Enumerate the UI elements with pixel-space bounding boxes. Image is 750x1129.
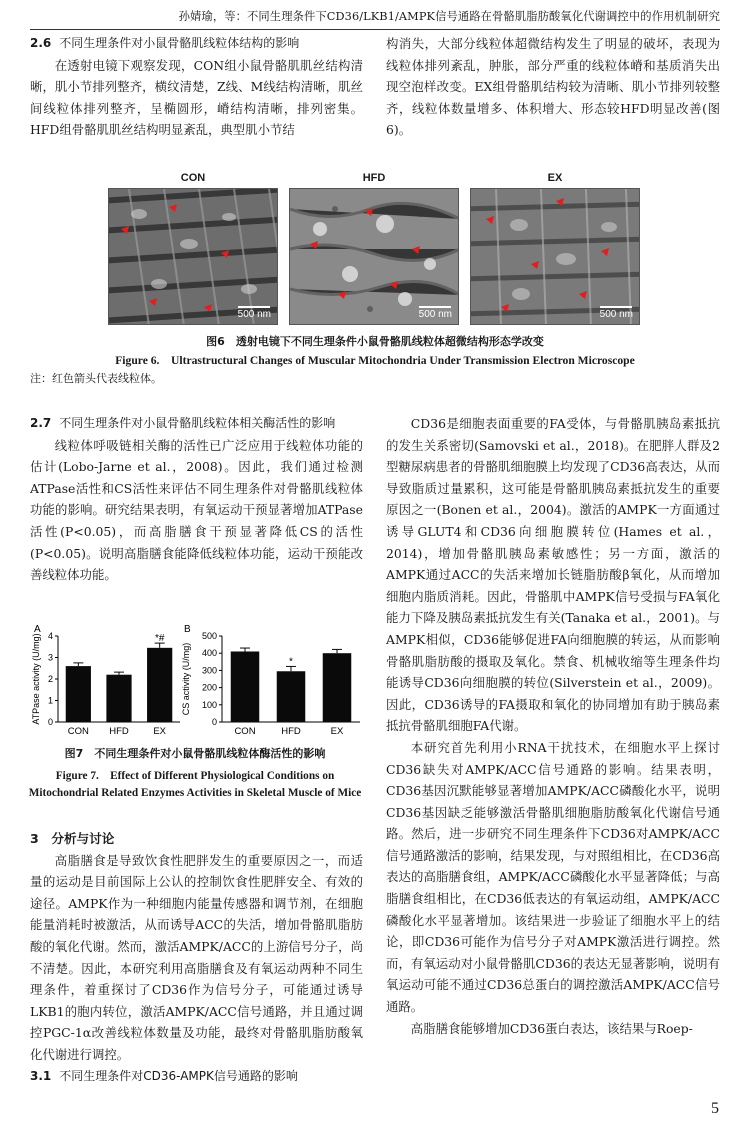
tem-image-hfd [289, 188, 459, 325]
left-column-middle [30, 413, 363, 586]
y-tick-label: 1 [47, 695, 53, 706]
right-column-bottom [386, 413, 720, 1039]
right-column-top [386, 33, 720, 141]
paragraph: 线粒体呼吸链相关酶的活性已广泛应用于线粒体功能的估计(Lobo-Jarne et al.，2008)。因此，我们通过检测ATPase活性和CS活性来评估不同生理条件对骨骼肌线粒体功能的影响。研究结果表明，有氧运动干预显著增加ATPase活性(P<0.05)，而高脂膳食干预显著降低CS的活性(P<0.05)。说明高脂膳食能降低线粒体功能，运动干预能改善线粒体功能。 [30, 437, 363, 583]
y-tick-label: 4 [47, 631, 53, 641]
left-column-bottom [30, 828, 363, 1087]
section-heading-2-7: 2.7 不同生理条件对小鼠骨骼肌线粒体相关酶活性的影响 [30, 416, 336, 430]
figure-7-caption-en-2: Mitochondrial Related Enzymes Activities in Skeletal Muscle of Mice [28, 787, 362, 799]
scale-bar: 500 nm [419, 306, 452, 320]
scale-bar: 500 nm [238, 306, 271, 320]
bar-hfd [106, 675, 131, 722]
figure-7-caption-en-1: Figure 7. Effect of Different Physiological Conditions on [55, 770, 335, 782]
figure-6-note: 注：红色箭头代表线粒体。 [30, 372, 162, 385]
x-tick-label: HFD [109, 726, 129, 737]
paragraph: 在透射电镜下观察发现，CON组小鼠骨骼肌肌丝结构清晰，肌小节排列整齐，横纹清楚，Z线、M线结构清晰，肌丝间线粒体排列整齐，呈椭圆形，嵴结构清晰，排列密集。HFD组骨骼肌肌丝结构明显紊乱，典型肌小节结 [30, 57, 363, 138]
tem-image-ex [470, 188, 640, 325]
section-heading-2-6: 2.6 不同生理条件对小鼠骨骼肌线粒体结构的影响 [30, 36, 300, 50]
scale-bar: 500 nm [600, 306, 633, 320]
y-axis-label: CS activity (U/mg) [181, 642, 191, 716]
bar-ex [323, 653, 352, 722]
panel-letter: A [34, 624, 41, 635]
panel-label-ex: EX [547, 172, 563, 184]
left-column-top [30, 33, 363, 141]
section-heading-3-1: 3.1 不同生理条件对CD36-AMPK信号通路的影响 [30, 1068, 298, 1083]
panel-letter: B [184, 624, 191, 635]
running-header: 孙婧瑜，等：不同生理条件下CD36/LKB1/AMPK信号通路在骨骼肌脂肪酸氧化代谢调控中的作用机制研究 [30, 6, 720, 30]
figure-6-caption-en: Figure 6. Ultrastructural Changes of Muscular Mitochondria Under Transmission Electron Microscope [115, 354, 635, 367]
enzyme-activity-charts [30, 622, 360, 740]
bar-hfd [277, 671, 306, 722]
bar-con [231, 651, 260, 722]
x-tick-label: EX [330, 726, 344, 737]
y-tick-label: 2 [47, 674, 53, 684]
y-tick-label: 400 [201, 648, 217, 659]
paragraph: 本研究首先利用小RNA干扰技术，在细胞水平上探讨CD36缺失对AMPK/ACC信号通路的影响。结果表明，CD36基因沉默能够显著增加AMPK/ACC磷酸化水平，说明CD36基因缺乏能够激活骨骼肌细胞脂肪酸氧化代谢信号通路。然后，进一步研究不同生理条件下CD36对AMPK/ACC信号通路激活的影响，结果发现，与对照组相比，在CD36高表达的高脂膳食组，AMPK/ACC磷酸化水平显著降低；与高脂膳食组相比，在CD36低表达的有氧运动组，AMPK/ACC磷酸化水平显著增加。该结果进一步验证了细胞水平上的结论，即CD36可能作为信号分子对AMPK激活进行调控。然而，有氧运动对小鼠骨骼肌CD36的表达无显著影响，说明有氧运动可能不通过CD36总蛋白的调控激活AMPK/ACC信号通路。 [386, 739, 720, 1015]
y-tick-label: 500 [201, 631, 217, 641]
x-tick-label: HFD [281, 726, 301, 737]
figure-6 [108, 172, 640, 325]
section-heading-3: 3 分析与讨论 [30, 831, 115, 846]
panel-label-con: CON [180, 172, 206, 184]
x-tick-label: CON [234, 726, 256, 737]
page-number: 5 [711, 1100, 719, 1117]
panel-label-hfd: HFD [362, 172, 386, 184]
figure-7-caption-cn: 图7 不同生理条件对小鼠骨骼肌线粒体酶活性的影响 [64, 747, 326, 760]
tem-image-con [108, 188, 278, 325]
figure-6-caption-cn: 图6 透射电镜下不同生理条件小鼠骨骼肌线粒体超微结构形态学改变 [206, 335, 544, 348]
y-tick-label: 0 [211, 717, 217, 727]
paragraph: 高脂膳食是导致饮食性肥胖发生的重要原因之一，而适量的运动是目前国际上公认的控制饮食性肥胖安全、有效的途径。AMPK作为一种细胞内能量传感器和调节剂，在细胞能量消耗时被激活，从而诱导ACC的失活，增加骨骼肌脂肪酸的氧化代谢。然而，激活AMPK/ACC的上游信号分子，尚不清楚。因此，本研究利用高脂膳食及有氧运动两种不同生理条件，着重探讨了CD36作为信号分子，可能通过诱导LKB1的胞内转位，激活AMPK/ACC信号通路，并且通过调控PGC-1α改善线粒体数量及功能，最终对骨骼肌脂肪酸氧化代谢进行调控。 [30, 852, 363, 1062]
y-tick-label: 3 [47, 652, 53, 663]
significance-mark: * [289, 656, 293, 668]
paragraph: 构消失，大部分线粒体超微结构发生了明显的破坏，表现为线粒体排列紊乱，肿胀，部分严重的线粒体嵴和基质消失出现空泡样改变。EX组骨骼肌结构较为清晰、肌小节排列较整齐，线粒体数量增多、体积增大、形态较HFD明显改善(图6)。 [386, 36, 720, 138]
x-tick-label: CON [67, 726, 89, 737]
paragraph: CD36是细胞表面重要的FA受体，与骨骼肌胰岛素抵抗的发生关系密切(Samovski et al.，2018)。在肥胖人群及2型糖尿病患者的骨骼肌细胞膜上均发现了CD36高表达，从而导致脂质过量累积，这可能是骨骼肌胰岛素抵抗发生的重要原因之一(Bonen et al.，2004)。激活的AMPK一方面通过诱导GLUT4和CD36向细胞膜转位(Hames et al.，2014)，增加骨骼肌胰岛素敏感性；另一方面，激活的AMPK通过ACC的失活来增加长链脂肪酸β氧化，从而增加细胞内脂质消耗。因此，骨骼肌中AMPK信号受损与FA氧化能力下降及胰岛素抵抗发生有关(Tanaka et al.，2001)。与AMPK相似，CD36能够促进FA向细胞膜的转运，从而影响骨骼肌脂肪酸的摄取及氧化。禁食、机械收缩等生理条件均能诱导CD36向细胞膜的转位(Silverstein et al.，2009)。因此，CD36诱导的FA摄取和氧化的协同增加有助于胰岛素抵抗骨骼肌细胞FA代谢。 [386, 416, 720, 734]
figure-7 [30, 622, 360, 740]
x-tick-label: EX [153, 726, 167, 737]
bar-con [66, 666, 91, 722]
bar-ex [147, 648, 172, 722]
significance-mark: *# [154, 633, 165, 645]
y-tick-label: 200 [201, 682, 217, 693]
y-tick-label: 0 [47, 717, 53, 727]
y-tick-label: 300 [201, 665, 217, 676]
paragraph: 高脂膳食能够增加CD36蛋白表达，该结果与Roep- [410, 1020, 693, 1036]
y-axis-label: ATPase activity (U/mg) [31, 633, 41, 725]
y-tick-label: 100 [201, 699, 217, 710]
